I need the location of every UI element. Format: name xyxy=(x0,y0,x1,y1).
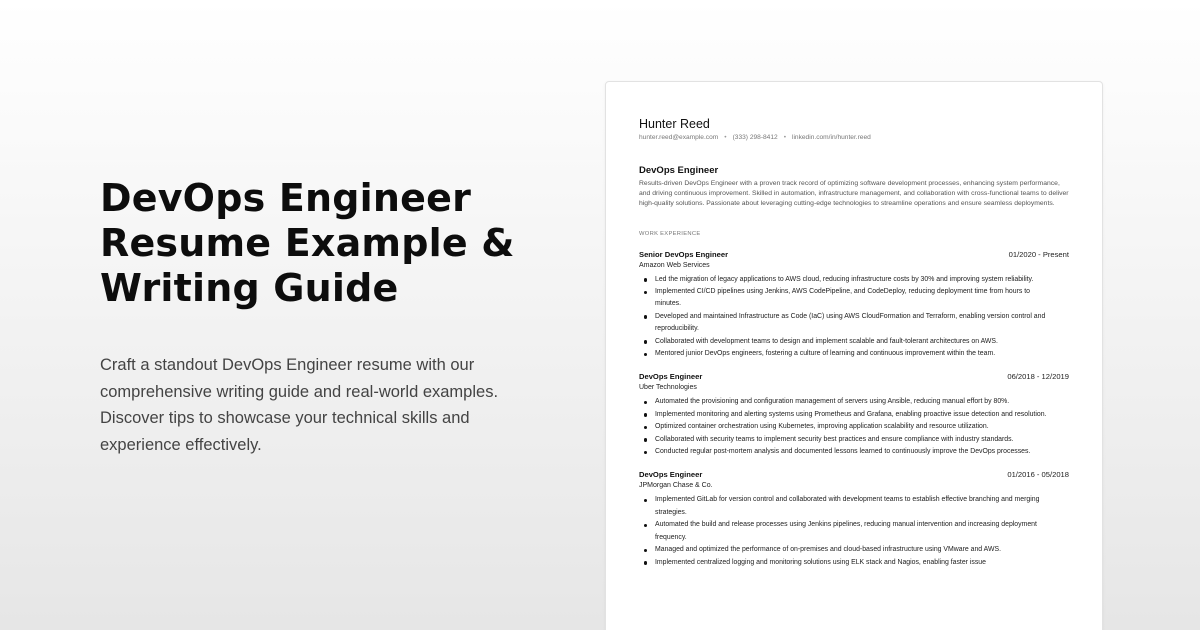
job-bullets xyxy=(639,274,1069,361)
job-role: DevOps Engineer xyxy=(639,470,703,480)
page-headline: DevOps Engineer Resume Example & Writing Guide xyxy=(100,176,515,310)
section-heading-work-experience: WORK EXPERIENCE xyxy=(639,230,701,237)
job-entry xyxy=(639,372,1069,458)
contact-separator: • xyxy=(783,134,786,141)
job-company: JPMorgan Chase & Co. xyxy=(639,482,713,490)
resume-email: hunter.reed@example.com xyxy=(639,134,719,141)
resume-name: Hunter Reed xyxy=(639,117,710,131)
job-role: DevOps Engineer xyxy=(639,372,703,382)
resume-preview xyxy=(605,81,1103,630)
page-description: Craft a standout DevOps Engineer resume with our comprehensive writing guide and real-world examples. Discover tips to showcase your technical skills and experience effectively. xyxy=(100,356,499,454)
job-bullets xyxy=(639,494,1069,568)
job-role: Senior DevOps Engineer xyxy=(639,249,729,259)
job-bullet: Mentored junior DevOps engineers, fostering a culture of learning and continuous improvement within the team. xyxy=(639,348,1047,360)
job-dates: 01/2020 - Present xyxy=(1008,249,1069,259)
job-bullet: Led the migration of legacy applications to AWS cloud, reducing infrastructure costs by 30% and improving system reliability. xyxy=(639,274,1047,286)
resume-title: DevOps Engineer xyxy=(639,165,719,176)
job-dates: 01/2016 - 05/2018 xyxy=(1007,470,1069,480)
job-bullet: Optimized container orchestration using Kubernetes, improving application scalability and resource utilization. xyxy=(639,421,1047,433)
job-bullet: Conducted regular post-mortem analysis and documented lessons learned to continuously improve the DevOps processes. xyxy=(639,446,1047,458)
resume-phone: (333) 298-8412 xyxy=(732,134,778,141)
resume-contact xyxy=(639,133,1069,142)
job-bullet: Managed and optimized the performance of on-premises and cloud-based infrastructure using VMware and AWS. xyxy=(639,544,1047,556)
job-bullet: Collaborated with development teams to design and implement scalable and fault-tolerant architectures on AWS. xyxy=(639,336,1047,348)
job-entry xyxy=(639,470,1069,568)
job-bullet: Implemented CI/CD pipelines using Jenkins, AWS CodePipeline, and CodeDeploy, reducing deployment time from hours to minutes. xyxy=(639,286,1047,311)
job-company: Amazon Web Services xyxy=(639,261,710,269)
job-bullet: Implemented centralized logging and monitoring solutions using ELK stack and Nagios, enabling faster issue xyxy=(639,557,1047,569)
contact-separator: • xyxy=(724,134,727,141)
job-company: Uber Technologies xyxy=(639,384,697,392)
resume-linkedin: linkedin.com/in/hunter.reed xyxy=(792,134,871,141)
job-bullet: Developed and maintained Infrastructure as Code (IaC) using AWS CloudFormation and Terraform, enabling version control and reproducibility. xyxy=(639,311,1047,336)
job-bullet: Implemented monitoring and alerting systems using Prometheus and Grafana, enabling proactive issue detection and resolution. xyxy=(639,409,1047,421)
job-bullet: Collaborated with security teams to implement security best practices and ensure compliance with industry standards. xyxy=(639,434,1047,446)
job-dates: 06/2018 - 12/2019 xyxy=(1007,372,1069,382)
job-bullet: Automated the provisioning and configuration management of servers using Ansible, reducing manual effort by 80%. xyxy=(639,396,1047,408)
job-bullets xyxy=(639,396,1069,458)
resume-summary: Results-driven DevOps Engineer with a proven track record of optimizing software development processes, enhancing system performance, and driving continuous improvement. Skilled in automation, infrastructure management, and collaboration with cross-functional teams to deliver high-quality solutions. Passionate about leveraging cutting-edge technologies to streamline operations and ensure seamless deployments. xyxy=(639,180,1069,208)
job-bullet: Automated the build and release processes using Jenkins pipelines, reducing manual intervention and increasing deployment frequency. xyxy=(639,519,1047,544)
job-entry xyxy=(639,250,1069,361)
job-bullet: Implemented GitLab for version control and collaborated with development teams to establish effective branching and merging strategies. xyxy=(639,494,1047,519)
